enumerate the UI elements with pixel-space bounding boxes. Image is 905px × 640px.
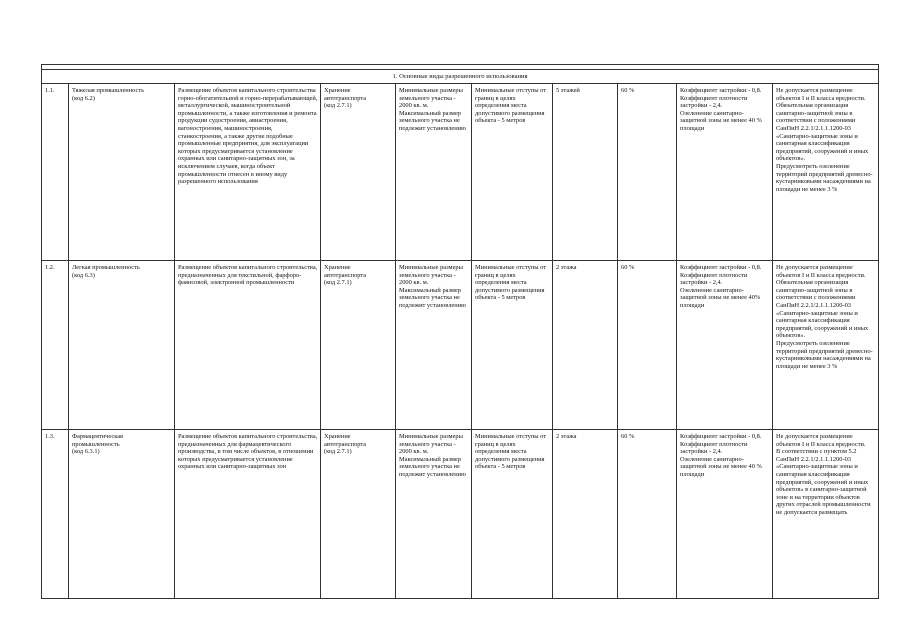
restrictions: Не допускается размещение объектов I и II класса вредности. Обязательная организация санитарно-защитной зоны в соответствии с положениями СанПиН 2.2.1/2.1.1.1200-03 «Санитарно-защитные зоны и санитарная классификация предприятий, сооружений и иных объектов». Предусмотреть озеленение территорий предприятий древесно-кустарниковыми насаждениями на площади не менее 3 % [773, 261, 879, 430]
setback: Минимальные отступы от границ в целях определения места допустимого размещения объекта - 5 метров [472, 430, 553, 599]
plot-size: Минимальные размеры земельного участка - 2000 кв. м. Максимальный размер земельного участка не подлежит установлению [396, 84, 472, 261]
restrictions: Не допускается размещение объектов I и II класса вредности. В соответствии с пунктом 5.2 СанПиН 2.2.1/2.1.1.1200-03 «Санитарно-защитные зоны и санитарная классификация предприятий, сооружений и иных объектов» в санитарно-защитной зоне и на территории объектов других отраслей промышленности не допускается размещать [773, 430, 879, 599]
row-number: 1.1. [42, 84, 69, 261]
use-name: Тяжелая промышленность (код 6.2) [69, 84, 175, 261]
coverage-percent: 60 % [618, 261, 677, 430]
max-floors: 2 этажа [553, 430, 618, 599]
coefficients: Коэффициент застройки - 0,8. Коэффициент плотности застройки - 2,4. Озеленение санитарно-защитной зоны не менее 40 % площади [677, 430, 773, 599]
max-floors: 5 этажей [553, 84, 618, 261]
use-name: Легкая промышленность (код 6.3) [69, 261, 175, 430]
coefficients: Коэффициент застройки - 0,8. Коэффициент плотности застройки - 2,4. Озеленение санитарно-защитной зоны не менее 40% площади [677, 261, 773, 430]
section-header-row [42, 70, 879, 84]
row-number: 1.2. [42, 261, 69, 430]
use-name: Фармацевтическая промышленность (код 6.3.1) [69, 430, 175, 599]
restrictions: Не допускается размещение объектов I и II класса вредности. Обязательная организация санитарно-защитной зоны в соответствии с положениями СанПиН 2.2.1/2.1.1.1200-03 «Санитарно-защитные зоны и санитарная классификация предприятий, сооружений и иных объектов». Предусмотреть озеленение территорий предприятий древесно-кустарниковыми насаждениями на площади не менее 3 % [773, 84, 879, 261]
use-description: Размещение объектов капитального строительства, предназначенных для текстильной, фарфоро-фаянсовой, электронной промышленности [175, 261, 321, 430]
auxiliary-use: Хранение автотранспорта (код 2.7.1) [321, 261, 396, 430]
setback: Минимальные отступы от границ в целях определения места допустимого размещения объекта - 5 метров [472, 261, 553, 430]
setback: Минимальные отступы от границ в целях определения места допустимого размещения объекта - 5 метров [472, 84, 553, 261]
coverage-percent: 60 % [618, 84, 677, 261]
coverage-percent: 60 % [618, 430, 677, 599]
land-use-table [41, 64, 879, 599]
use-description: Размещение объектов капитального строительства, предназначенных для фармацевтического производства, в том числе объектов, в отношении которых предусматривается установление охранных или санитарно-защитных зон [175, 430, 321, 599]
use-description: Размещение объектов капитального строительства горно-обогатительной и горно-перерабатывающей, металлургической, машиностроительной промышленности, а также изготовления и ремонта продукции судостроения, авиастроения, вагоностроения, машиностроения, станкостроения, а также другие подобные промышленные предприятия, для эксплуатации которых предусматривается установление охранных или санитарно-защитных зон, за исключением случаев, когда объект промышленности отнесен в иному виду разрешенного использования [175, 84, 321, 261]
section-title: 1. Основные виды разрешенного использования [42, 70, 879, 84]
plot-size: Минимальные размеры земельного участка - 2000 кв. м. Максимальный размер земельного участка не подлежит установлению [396, 261, 472, 430]
auxiliary-use: Хранение автотранспорта (код 2.7.1) [321, 84, 396, 261]
table-row [42, 261, 879, 430]
table-row [42, 84, 879, 261]
plot-size: Минимальные размеры земельного участка - 2000 кв. м. Максимальный размер земельного участка не подлежит установлению [396, 430, 472, 599]
row-number: 1.3. [42, 430, 69, 599]
coefficients: Коэффициент застройки - 0,8. Коэффициент плотности застройки - 2,4. Озеленение санитарно-защитной зоны не менее 40 % площади [677, 84, 773, 261]
max-floors: 2 этажа [553, 261, 618, 430]
auxiliary-use: Хранение автотранспорта (код 2.7.1) [321, 430, 396, 599]
table-row [42, 430, 879, 599]
